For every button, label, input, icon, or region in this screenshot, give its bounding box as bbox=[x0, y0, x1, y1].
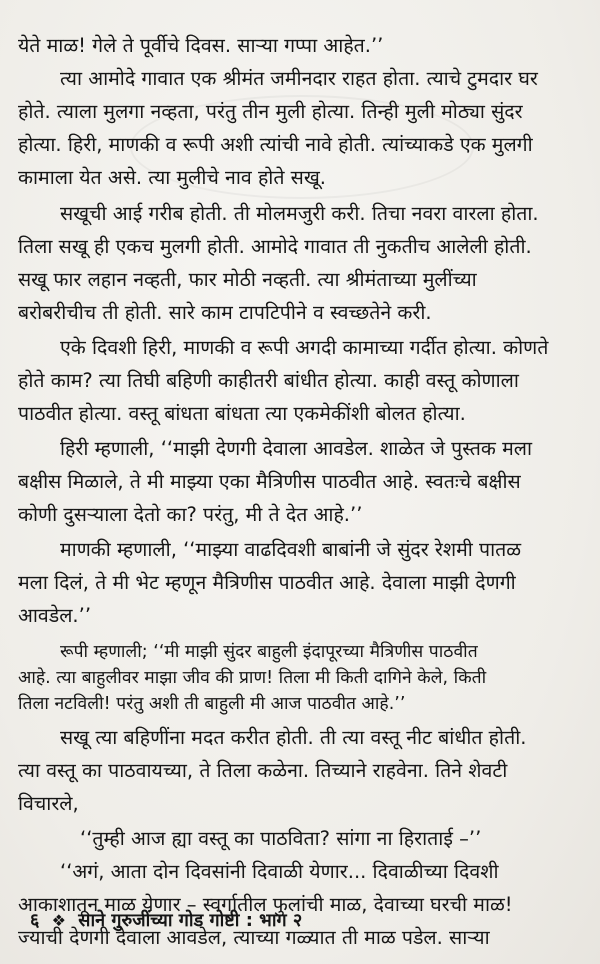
text-line: होते. त्याला मुलगा नव्हता, परंतु तीन मुली होत्या. तिन्ही मुली मोठ्या सुंदर bbox=[18, 100, 523, 123]
text-line: मला दिलं, ते मी भेट म्हणून मैत्रिणीस पाठवीत आहे. देवाला माझी देणगी bbox=[18, 571, 516, 594]
text-line: त्या वस्तू का पाठवायच्या, ते तिला कळेना. तिच्याने राहवेना. तिने शेवटी bbox=[18, 759, 508, 782]
ornament-icon: ❖ bbox=[51, 911, 66, 930]
text-line: बक्षीस मिळाले, ते मी माझ्या एका मैत्रिणीस पाठवीत आहे. स्वतःचे बक्षीस bbox=[18, 470, 521, 493]
text-line: कामाला येत असे. त्या मुलीचे नाव होते सखू. bbox=[18, 166, 326, 189]
text-line: आवडेल.’’ bbox=[18, 604, 92, 627]
text-line: तिला नटविली! परंतु अशी ती बाहुली मी आज पाठवीत आहे.’’ bbox=[18, 694, 406, 714]
page-footer bbox=[30, 908, 308, 932]
text-line: एके दिवशी हिरी, माणकी व रूपी अगदी कामाच्या गर्दीत होत्या. कोणते bbox=[60, 336, 549, 359]
text-line: माणकी म्हणाली, ‘‘माझ्या वाढदिवशी बाबांनी जे सुंदर रेशमी पातळ bbox=[60, 538, 522, 561]
page-number: ६ bbox=[30, 910, 40, 931]
text-line: ‘‘अगं, आता दोन दिवसांनी दिवाळी येणार... दिवाळीच्या दिवशी bbox=[60, 860, 499, 883]
text-line: त्या आमोदे गावात एक श्रीमंत जमीनदार राहत होता. त्याचे टुमदार घर bbox=[60, 67, 538, 90]
text-line: रूपी म्हणाली; ‘‘मी माझी सुंदर बाहुली इंदापूरच्या मैत्रिणीस पाठवीत bbox=[60, 642, 478, 662]
text-line: विचारले, bbox=[18, 792, 79, 815]
text-line: आहे. त्या बाहुलीवर माझा जीव की प्राण! तिला मी किती दागिने केले, किती bbox=[18, 668, 487, 688]
text-line: पाठवीत होत्या. वस्तू बांधता बांधता त्या एकमेकींशी बोलत होत्या. bbox=[18, 402, 466, 425]
text-line: सखू फार लहान नव्हती, फार मोठी नव्हती. त्या श्रीमंताच्या मुलींच्या bbox=[18, 268, 477, 291]
text-line: हिरी म्हणाली, ‘‘माझी देणगी देवाला आवडेल. शाळेत जे पुस्तक मला bbox=[60, 437, 533, 460]
text-line: कोणी दुसऱ्याला देतो का? परंतु, मी ते देत आहे.’’ bbox=[18, 503, 363, 526]
text-line: येते माळ! गेले ते पूर्वीचे दिवस. साऱ्या गप्पा आहेत.’’ bbox=[18, 34, 384, 57]
text-line: सखू त्या बहिणींना मदत करीत होती. ती त्या वस्तू नीट बांधीत होती. bbox=[60, 726, 527, 749]
text-line: ज्याची देणगी देवाला आवडेल, त्याच्या गळ्यात ती माळ पडेल. साऱ्या bbox=[18, 926, 490, 949]
text-line: सखूची आई गरीब होती. ती मोलमजुरी करी. तिचा नवरा वारला होता. bbox=[60, 202, 539, 225]
book-title: साने गुरुजींच्या गोड गोष्टी : भाग २ bbox=[78, 910, 303, 931]
text-line: होते काम? त्या तिघी बहिणी काहीतरी बांधीत होत्या. काही वस्तू कोणाला bbox=[18, 369, 519, 392]
text-line: आकाशातून माळ येणार – स्वर्गातील फुलांची माळ, देवाच्या घरची माळ! bbox=[18, 893, 513, 916]
text-line: होत्या. हिरी, माणकी व रूपी अशी त्यांची नावे होती. त्यांच्याकडे एक मुलगी bbox=[18, 133, 533, 156]
text-line: तिला सखू ही एकच मुलगी होती. आमोदे गावात ती नुकतीच आलेली होती. bbox=[18, 235, 532, 258]
text-line: बरोबरीचीच ती होती. सारे काम टापटिपीने व स्वच्छतेने करी. bbox=[18, 301, 432, 324]
text-line: ‘‘तुम्ही आज ह्या वस्तू का पाठविता? सांगा ना हिराताई –’’ bbox=[80, 827, 482, 850]
